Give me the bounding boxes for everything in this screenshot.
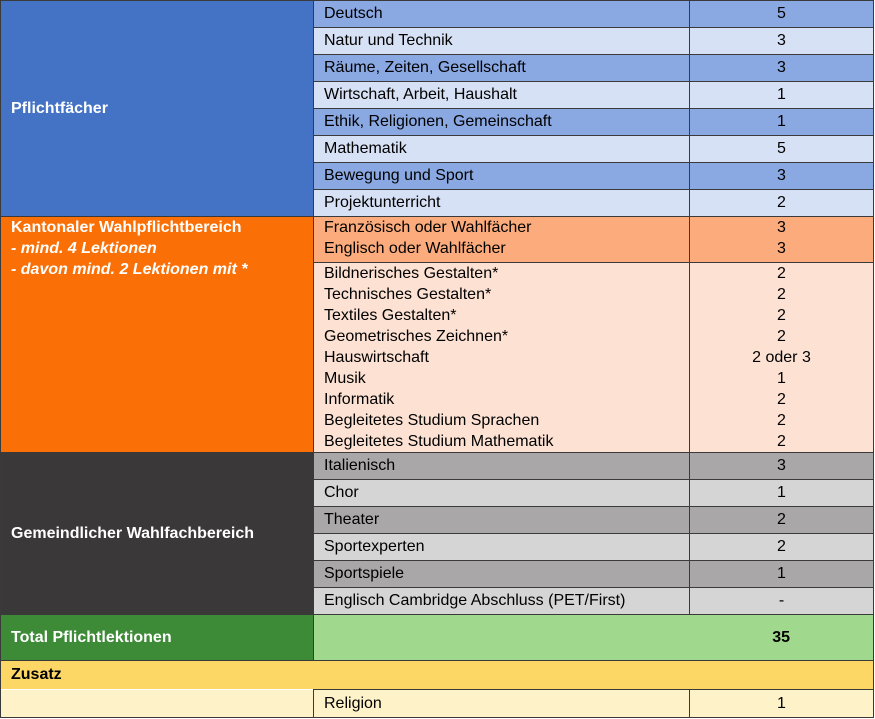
- subject-line: Geometrisches Zeichnen*: [324, 328, 509, 345]
- subject-line: Englisch oder Wahlfächer: [324, 240, 506, 257]
- value-cell: 2: [690, 534, 874, 561]
- zusatz-blank-cell: [1, 690, 314, 718]
- value-line: 2: [777, 328, 786, 345]
- zusatz-header-row: [1, 661, 874, 690]
- table-row: [1, 217, 874, 263]
- subject-cell: Chor: [314, 480, 690, 507]
- subject-line: Technisches Gestalten*: [324, 286, 492, 303]
- subject-cell: Religion: [314, 690, 690, 718]
- value-line: 3: [777, 219, 786, 236]
- subject-cell: Deutsch: [314, 1, 690, 28]
- value-cell: 5: [690, 136, 874, 163]
- subject-cell: Italienisch: [314, 453, 690, 480]
- category-kanton: [1, 217, 314, 453]
- subject-line: Musik: [324, 370, 366, 387]
- value-line: 2: [777, 391, 786, 408]
- value-cell: 1: [690, 109, 874, 136]
- subject-line: Bildnerisches Gestalten*: [324, 265, 499, 282]
- subject-cell: Ethik, Religionen, Gemeinschaft: [314, 109, 690, 136]
- value-line: 3: [777, 240, 786, 257]
- category-note: - mind. 4 Lektionen: [11, 240, 157, 257]
- category-note: - davon mind. 2 Lektionen mit *: [11, 261, 248, 278]
- value-line: 2: [777, 286, 786, 303]
- subject-cell: Sportexperten: [314, 534, 690, 561]
- value-cell: 3: [690, 55, 874, 82]
- table-row: [1, 690, 874, 718]
- value-line: 1: [777, 370, 786, 387]
- subject-cell: Wirtschaft, Arbeit, Haushalt: [314, 82, 690, 109]
- total-row: [1, 615, 874, 661]
- value-cell: 3: [690, 163, 874, 190]
- subject-line: Informatik: [324, 391, 395, 408]
- value-cell: 5: [690, 1, 874, 28]
- value-cell: 1: [690, 690, 874, 718]
- total-value: 35: [772, 628, 791, 646]
- value-cell: 3: [690, 453, 874, 480]
- total-value-cell: [314, 615, 874, 661]
- category-label: Pflichtfächer: [11, 100, 108, 117]
- category-label: Kantonaler Wahlpflichtbereich: [11, 219, 242, 236]
- value-cell: -: [690, 588, 874, 615]
- value-cell: 1: [690, 480, 874, 507]
- subject-cell: [314, 217, 690, 263]
- subject-line: Begleitetes Studium Mathematik: [324, 433, 554, 450]
- subject-cell: Englisch Cambridge Abschluss (PET/First): [314, 588, 690, 615]
- subject-line: Französisch oder Wahlfächer: [324, 219, 532, 236]
- value-line: 2: [777, 412, 786, 429]
- subject-cell: Räume, Zeiten, Gesellschaft: [314, 55, 690, 82]
- subject-line: Hauswirtschaft: [324, 349, 429, 366]
- value-cell: 1: [690, 82, 874, 109]
- value-cell: 2: [690, 507, 874, 534]
- subject-cell: Natur und Technik: [314, 28, 690, 55]
- subject-cell: Mathematik: [314, 136, 690, 163]
- value-line: 2: [777, 307, 786, 324]
- zusatz-label: Zusatz: [1, 661, 874, 690]
- value-line: 2: [777, 265, 786, 282]
- subject-line: Textiles Gestalten*: [324, 307, 457, 324]
- table-row: [1, 453, 874, 480]
- subject-cell: Projektunterricht: [314, 190, 690, 217]
- table-row: [1, 1, 874, 28]
- subject-cell: Bewegung und Sport: [314, 163, 690, 190]
- subject-cell: [314, 263, 690, 453]
- category-label: Gemeindlicher Wahlfachbereich: [11, 525, 255, 542]
- value-line: 2: [777, 433, 786, 450]
- total-label: Total Pflichtlektionen: [1, 615, 314, 661]
- subject-line: Begleitetes Studium Sprachen: [324, 412, 540, 429]
- subject-cell: Sportspiele: [314, 561, 690, 588]
- value-cell: [690, 263, 874, 453]
- value-cell: 2: [690, 190, 874, 217]
- category-gemeinde: [1, 453, 314, 615]
- value-cell: [690, 217, 874, 263]
- category-pflicht: [1, 1, 314, 217]
- subject-cell: Theater: [314, 507, 690, 534]
- value-cell: 1: [690, 561, 874, 588]
- value-cell: 3: [690, 28, 874, 55]
- value-line: 2 oder 3: [752, 349, 811, 366]
